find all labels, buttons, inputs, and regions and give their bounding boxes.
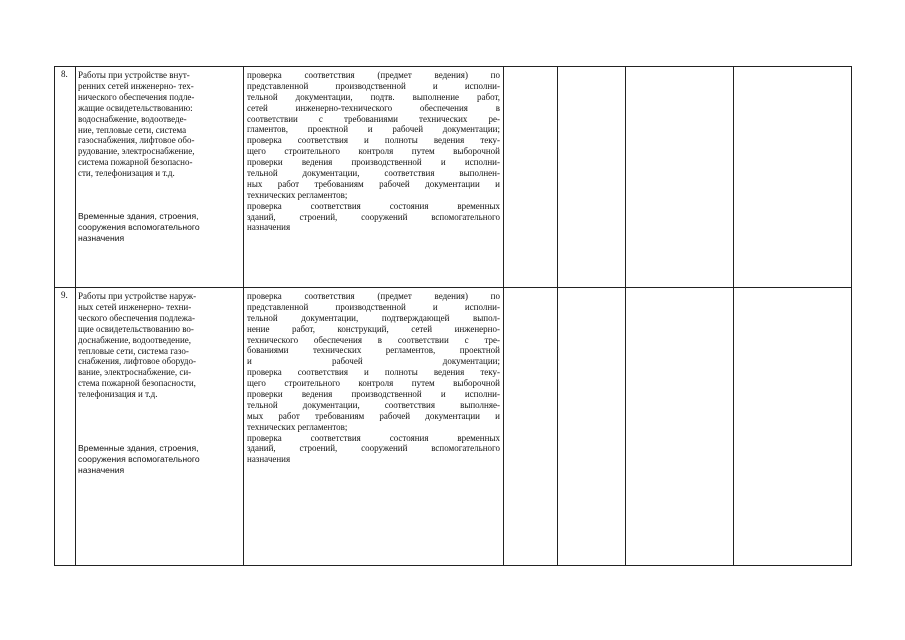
text-line: сти, телефонизация и т.д. [78, 168, 175, 179]
text-line: нение работ, конструкций, сетей инженерно- [247, 323, 500, 334]
check-description-cell [244, 288, 504, 566]
text-line: тельной документации, подтв. выполнение работ, [247, 91, 500, 102]
text-line: Временные здания, строения, [78, 443, 199, 454]
temporary-buildings-label [78, 211, 241, 244]
text-line: представленной производственной и исполни- [247, 80, 500, 91]
text-line: назначения [247, 454, 291, 465]
text-line: тельной документации, подтверждающей выпол- [247, 312, 500, 323]
temporary-buildings-check [247, 433, 500, 466]
text-line: зданий, строений, сооружений вспомогательного [247, 443, 500, 454]
text-line: технических регламентов; [247, 421, 348, 432]
text-line: Временные здания, строения, [78, 211, 199, 222]
text-line: Работы при устройстве наруж- [78, 291, 197, 301]
text-line: проверки ведения производственной и исполни- [247, 157, 500, 168]
empty-cell [558, 288, 626, 566]
text-line: проверка соответствия и полноты ведения теку- [247, 135, 500, 146]
table-row-8 [55, 67, 852, 288]
text-line: проверки ведения производственной и исполни- [247, 389, 500, 400]
empty-cell [734, 67, 852, 288]
empty-cell [504, 288, 558, 566]
empty-cell [558, 67, 626, 288]
text-line: сооружения вспомогательного [78, 453, 200, 464]
work-description-cell [76, 288, 244, 566]
temporary-buildings-check [247, 201, 500, 234]
text-line: соответствии с требованиями технических ре- [247, 113, 500, 124]
text-line: Работы при устройстве внут- [78, 70, 190, 80]
text-line: представленной производственной и исполни- [247, 301, 500, 312]
text-line: проверка соответствия (предмет ведения) по [247, 70, 500, 80]
check-description [247, 70, 500, 201]
text-line: газоснабжения, лифтовое обо- [78, 135, 195, 146]
text-line: щего строительного контроля путем выборочной [247, 146, 500, 157]
text-line: вание, электроснабжение, си- [78, 367, 192, 378]
text-line: технических регламентов; [247, 189, 348, 200]
text-line: проверка соответствия состояния временных [247, 432, 500, 443]
text-line: ренних сетей инженерно- тех- [78, 80, 194, 91]
text-line: назначения [78, 232, 125, 243]
work-description [78, 70, 241, 179]
empty-cell [626, 288, 734, 566]
text-line: нического обеспечения подле- [78, 91, 195, 102]
text-line: тельной документации, соответствия выполняе- [247, 399, 500, 410]
text-line: зданий, строений, сооружений вспомогательного [247, 211, 500, 222]
empty-cell [504, 67, 558, 288]
text-line: доснабжение, водоотведение, [78, 334, 192, 345]
text-line: ческого обеспечения подлежа- [78, 312, 196, 323]
work-description-cell [76, 67, 244, 288]
text-line: проверка соответствия состояния временных [247, 200, 500, 211]
row-number-cell [55, 67, 76, 288]
text-line: телефонизация и т.д. [78, 389, 158, 400]
row-number-cell [55, 288, 76, 566]
text-line: сооружения вспомогательного [78, 221, 200, 232]
empty-cell [734, 288, 852, 566]
row-number: 9. [61, 290, 68, 300]
text-line: рудование, электроснабжение, [78, 146, 195, 157]
text-line: водоснабжение, водоотведе- [78, 113, 187, 124]
text-line: проверка соответствия (предмет ведения) по [247, 291, 500, 301]
requirements-table [54, 66, 852, 566]
row-number: 8. [61, 69, 68, 79]
check-description-cell [244, 67, 504, 288]
temporary-buildings-label [78, 443, 241, 476]
text-line: и рабочей документации; [247, 356, 500, 367]
text-line: снабжения, лифтовое оборудо- [78, 356, 196, 367]
text-line: назначения [78, 464, 125, 475]
empty-cell [626, 67, 734, 288]
text-line: стема пожарной безопасности, [78, 378, 196, 389]
text-line: сетей инженерно-технического обеспечения в [247, 102, 500, 113]
check-description [247, 291, 500, 433]
text-line: проверка соответствия и полноты ведения теку- [247, 367, 500, 378]
table-row-9 [55, 288, 852, 566]
work-description [78, 291, 241, 400]
text-line: система пожарной безопасно- [78, 157, 193, 168]
text-line: назначения [247, 222, 291, 233]
text-line: технического обеспечения в соответствии с тре- [247, 334, 500, 345]
text-line: щие освидетельствованию во- [78, 323, 194, 334]
text-line: ние, тепловые сети, система [78, 124, 187, 135]
text-line: бованиями технических регламентов, проектной [247, 345, 500, 356]
text-line: ных работ требованиям рабочей документации и [247, 178, 500, 189]
text-line: гламентов, проектной и рабочей документации; [247, 124, 500, 135]
text-line: ных сетей инженерно- техни- [78, 301, 192, 312]
text-line: тельной документации, соответствия выполнен- [247, 168, 500, 179]
text-line: тепловые сети, система газо- [78, 345, 189, 356]
text-line: жащие освидетельствованию: [78, 102, 193, 113]
text-line: мых работ требованиям рабочей документации и [247, 410, 500, 421]
text-line: щего строительного контроля путем выборочной [247, 378, 500, 389]
